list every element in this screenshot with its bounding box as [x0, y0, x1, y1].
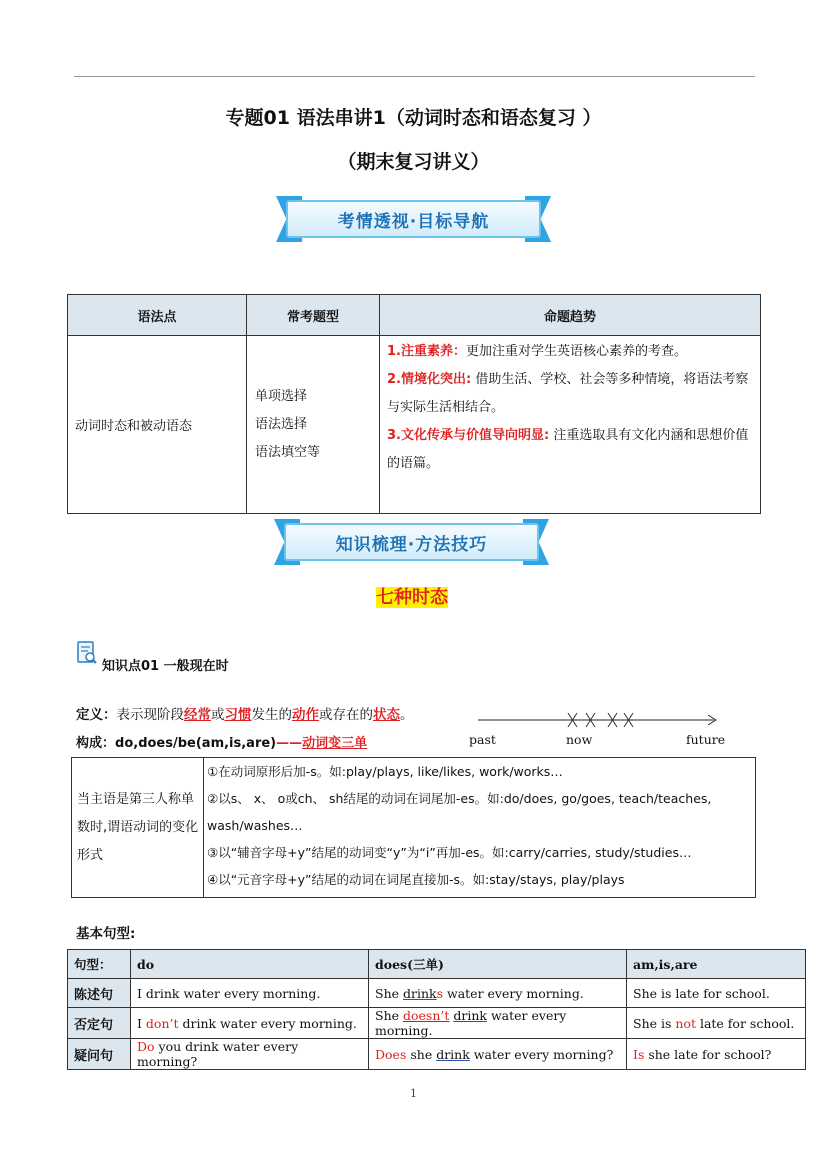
basic-patterns-label: 基本句型:	[76, 926, 136, 942]
rule-item: ①在动词原形后加-s。如:play/plays, like/likes, work/works…	[207, 764, 563, 779]
row-label-statement: 陈述句	[68, 979, 131, 1008]
section-heading	[373, 583, 451, 609]
table-row	[68, 1008, 806, 1039]
construction-dash: ——	[276, 736, 303, 751]
timeline-now-label: now	[566, 732, 593, 747]
trend-label: 1.注重素养：	[387, 344, 466, 359]
table-row	[68, 979, 806, 1008]
question-be: Is she late for school?	[627, 1039, 806, 1070]
question-does: Does she drink water every morning?	[369, 1039, 627, 1070]
banner-exam-overview	[276, 196, 551, 242]
definition-text: 。	[400, 707, 414, 723]
question-types-cell	[247, 336, 380, 514]
rule-item: ④以“元音字母+y”结尾的动词在词尾直接加-s。如:stay/stays, play/plays	[207, 872, 625, 887]
banner-knowledge	[274, 519, 549, 565]
trends-cell	[380, 336, 761, 514]
timeline-diagram	[476, 708, 726, 732]
overview-table	[67, 294, 761, 514]
trend-text: 注重选取具有文化内涵和思想价值的语篇。	[387, 428, 749, 471]
sentence-patterns-table	[67, 949, 806, 1070]
statement-do: I drink water every morning.	[131, 979, 369, 1008]
banner-knowledge-text: 知识梳理·方法技巧	[335, 535, 488, 555]
header-does: does(三单)	[369, 950, 627, 979]
page-title: 专题01 语法串讲1（动词时态和语态复习 ）	[225, 107, 602, 129]
question-type-item: 单项选择	[255, 388, 308, 404]
statement-does: She drinks water every morning.	[369, 979, 627, 1008]
construction-label: 构成：	[76, 736, 116, 751]
construction-emphasis: 动词变三单	[302, 736, 368, 751]
timeline-future-label: future	[686, 732, 726, 747]
keyword-often: 经常	[184, 707, 211, 723]
page-subtitle: （期末复习讲义）	[337, 151, 490, 173]
definition-label: 定义：	[76, 707, 117, 723]
trend-label: 2.情境化突出:	[387, 372, 472, 387]
definition-line	[76, 703, 414, 723]
definition-text: 或存在的	[319, 707, 373, 723]
trend-text: 更加注重对学生英语核心素养的考查。	[465, 344, 687, 359]
trend-text: 借助生活、学校、社会等多种情境，将语法考察与实际生活相结合。	[387, 372, 749, 415]
row-label-question: 疑问句	[68, 1039, 131, 1070]
construction-line	[76, 732, 367, 751]
notebook-icon	[76, 641, 98, 665]
timeline-past-label: past	[469, 732, 496, 747]
banner-exam-overview-text: 考情透视·目标导航	[337, 212, 490, 232]
grammar-point-cell: 动词时态和被动语态	[68, 336, 247, 514]
trend-item	[387, 366, 754, 422]
negative-be: She is not late for school.	[627, 1008, 806, 1039]
page-number: 1	[410, 1087, 417, 1100]
trend-label: 3.文化传承与价值导向明显:	[387, 428, 550, 443]
table-row	[68, 1039, 806, 1070]
header-grammar-point: 语法点	[68, 295, 247, 336]
negative-do: I don’t drink water every morning.	[131, 1008, 369, 1039]
definition-text: 或	[211, 707, 225, 723]
negative-does: She doesn’t drink water every morning.	[369, 1008, 627, 1039]
header-rule	[74, 76, 755, 77]
rule-item: ②以s、 x、 o或ch、 sh结尾的动词在词尾加-es。如:do/does, go/goes, teach/teaches, wash/washes…	[207, 791, 712, 833]
section-heading-text: 七种时态	[376, 587, 448, 608]
header-be: am,is,are	[627, 950, 806, 979]
definition-text: 表示现阶段	[116, 707, 184, 723]
third-person-label: 当主语是第三人称单数时,谓语动词的变化形式	[72, 758, 204, 898]
keyword-habit: 习惯	[224, 707, 252, 723]
header-trends: 命题趋势	[380, 295, 761, 336]
trend-item	[387, 422, 754, 478]
question-type-item: 语法填空等	[255, 444, 321, 460]
statement-be: She is late for school.	[627, 979, 806, 1008]
question-type-item: 语法选择	[255, 416, 308, 432]
row-label-negative: 否定句	[68, 1008, 131, 1039]
header-do: do	[131, 950, 369, 979]
keyword-state: 状态	[373, 707, 400, 723]
construction-text: do,does/be(am,is,are)	[115, 736, 277, 751]
third-person-rules-table	[71, 757, 756, 898]
rule-item: ③以“辅音字母+y”结尾的动词变“y”为“i”再加-es。如:carry/carries, study/studies…	[207, 845, 692, 860]
trend-item	[387, 338, 754, 366]
header-question-types: 常考题型	[247, 295, 380, 336]
keyword-action: 动作	[292, 707, 319, 723]
rules-cell	[204, 758, 756, 898]
header-pattern: 句型：	[68, 950, 131, 979]
definition-text: 发生的	[251, 707, 292, 723]
knowledge-point-heading: 知识点01 一般现在时	[102, 659, 229, 674]
question-do: Do you drink water every morning?	[131, 1039, 369, 1070]
